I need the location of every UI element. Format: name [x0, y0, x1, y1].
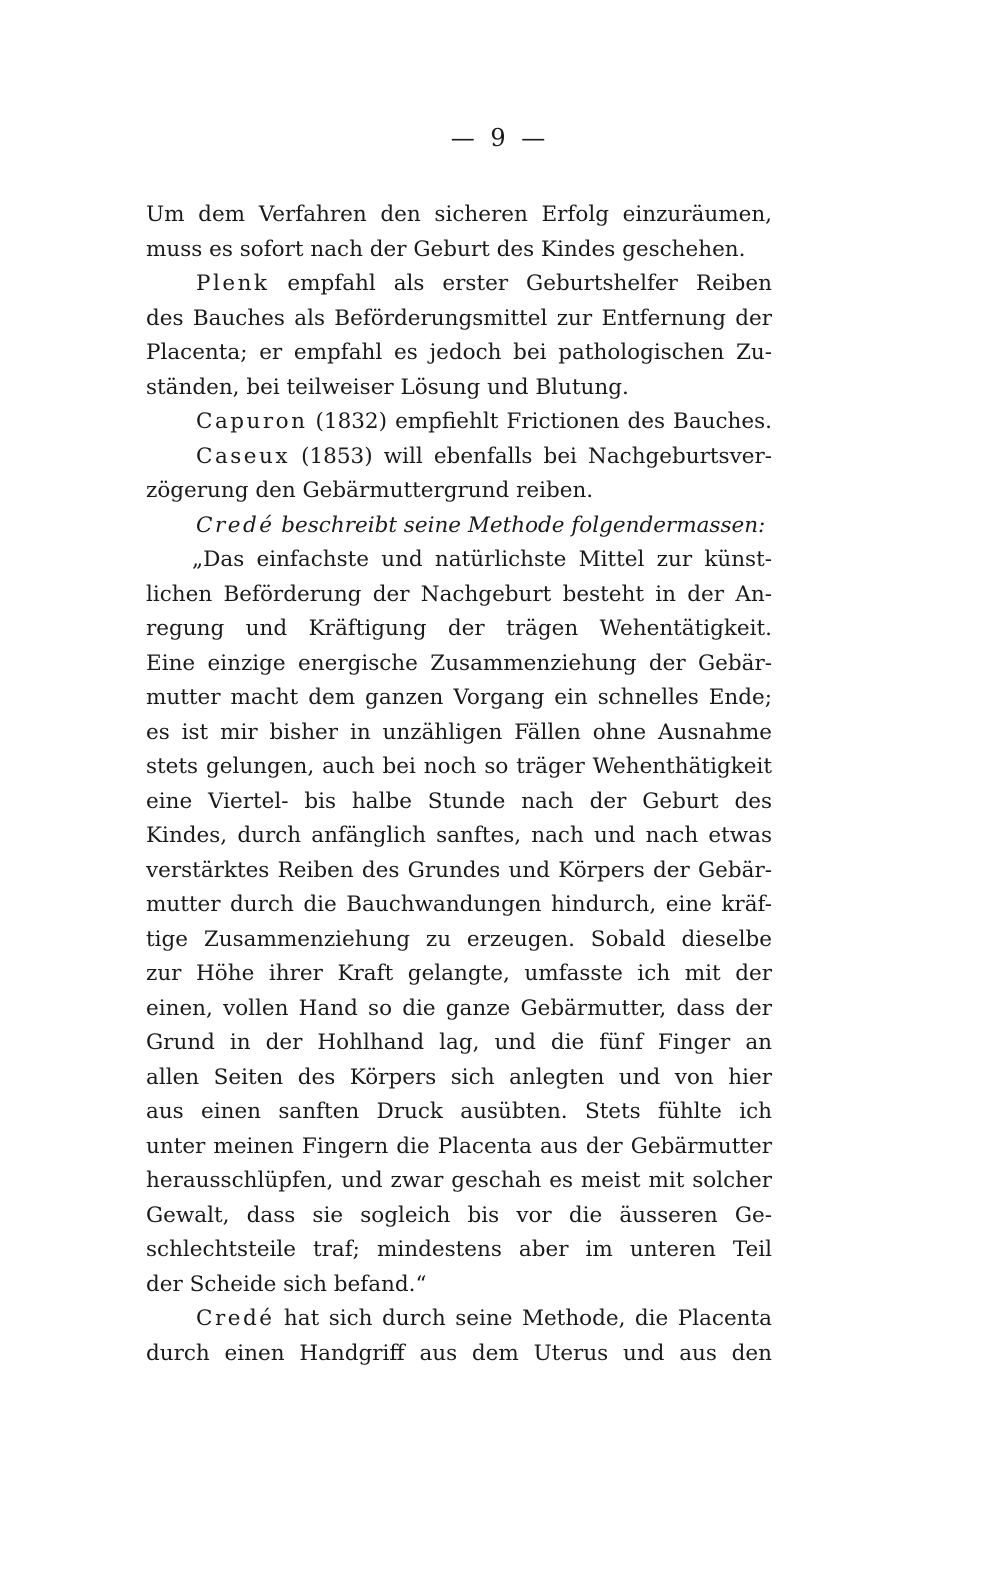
quote-line: verstärktes Reiben des Grundes und Körpers der Gebär- — [146, 857, 772, 883]
text-line: ständen, bei teilweiser Lösung und Blutung. — [146, 374, 629, 400]
author-name: Credé — [196, 1306, 275, 1331]
quote-line: einen, vollen Hand so die ganze Gebärmutter, dass der — [146, 995, 772, 1021]
quote-line: der Scheide sich befand.“ — [146, 1271, 427, 1297]
text-line-rest: beschreibt seine Methode folgendermassen: — [274, 512, 766, 538]
quote-line: „Das einfachste und natürlichste Mittel zur künst- — [192, 547, 772, 572]
quote-line: regung und Kräftigung der trägen Wehentätigkeit. — [146, 616, 772, 641]
text-line — [146, 267, 772, 302]
quote-line: aus einen sanften Druck ausübten. Stets fühlte ich — [146, 1099, 772, 1124]
text-line: des Bauches als Beförderungsmittel zur Entfernung der — [146, 305, 772, 331]
quote-line: stets gelungen, auch bei noch so träger Wehenthätigkeit — [146, 754, 772, 779]
author-name: Credé — [196, 512, 275, 538]
quote-line: herausschlüpfen, und zwar geschah es meist mit solcher — [146, 1168, 772, 1193]
text-line: zögerung den Gebärmuttergrund reiben. — [146, 478, 594, 503]
quote-line: zur Höhe ihrer Kraft gelangte, umfasste ich mit der — [146, 961, 772, 986]
text-line-rest: (1832) empfiehlt Frictionen des Bauches. — [307, 409, 772, 434]
quote-line: mutter macht dem ganzen Vorgang ein schnelles Ende; — [146, 685, 772, 710]
text-line — [146, 509, 772, 544]
author-name: Plenk — [196, 271, 270, 296]
quote-line: Grund in der Hohlhand lag, und die fünf Finger an — [146, 1030, 772, 1055]
quote-line: tige Zusammenziehung zu erzeugen. Sobald dieselbe — [146, 926, 772, 952]
page-number: — 9 — — [450, 124, 550, 152]
text-line: Um dem Verfahren den sicheren Erfolg einzuräumen, — [146, 202, 772, 227]
quote-line: Eine einzige energische Zusammenziehung der Gebär- — [146, 650, 772, 676]
quote-line: mutter durch die Bauchwandungen hindurch, eine kräf- — [146, 892, 772, 917]
text-line — [146, 405, 772, 440]
quote-line: Kindes, durch anfänglich sanftes, nach und nach etwas — [146, 823, 772, 848]
text-line-rest: hat sich durch seine Methode, die Placenta — [274, 1306, 772, 1331]
quote-line: lichen Beförderung der Nachgeburt besteht in der An- — [146, 581, 772, 607]
quote-line: allen Seiten des Körpers sich anlegten und von hier — [146, 1064, 772, 1090]
body-text — [146, 198, 772, 1371]
quote-line: schlechtsteile traf; mindestens aber im unteren Teil — [146, 1237, 772, 1262]
quote-line: es ist mir bisher in unzähligen Fällen ohne Ausnahme — [146, 719, 772, 745]
text-line-rest: (1853) will ebenfalls bei Nachgeburtsver- — [290, 443, 772, 469]
text-line: durch einen Handgriff aus dem Uterus und aus den — [146, 1340, 772, 1366]
author-name: Capuron — [196, 409, 308, 434]
quote-line: eine Viertel- bis halbe Stunde nach der Geburt des — [146, 788, 772, 814]
text-line-rest: empfahl als erster Geburtshelfer Reiben — [269, 271, 772, 296]
text-line: Placenta; er empfahl es jedoch bei pathologischen Zu- — [146, 340, 772, 365]
text-line: muss es sofort nach der Geburt des Kindes geschehen. — [146, 236, 746, 262]
quote-line: unter meinen Fingern die Placenta aus der Gebärmutter — [146, 1133, 772, 1159]
text-line — [146, 1302, 772, 1337]
author-name: Caseux — [196, 443, 290, 469]
text-line — [146, 440, 772, 475]
quote-line: Gewalt, dass sie sogleich bis vor die äusseren Ge- — [146, 1202, 772, 1228]
